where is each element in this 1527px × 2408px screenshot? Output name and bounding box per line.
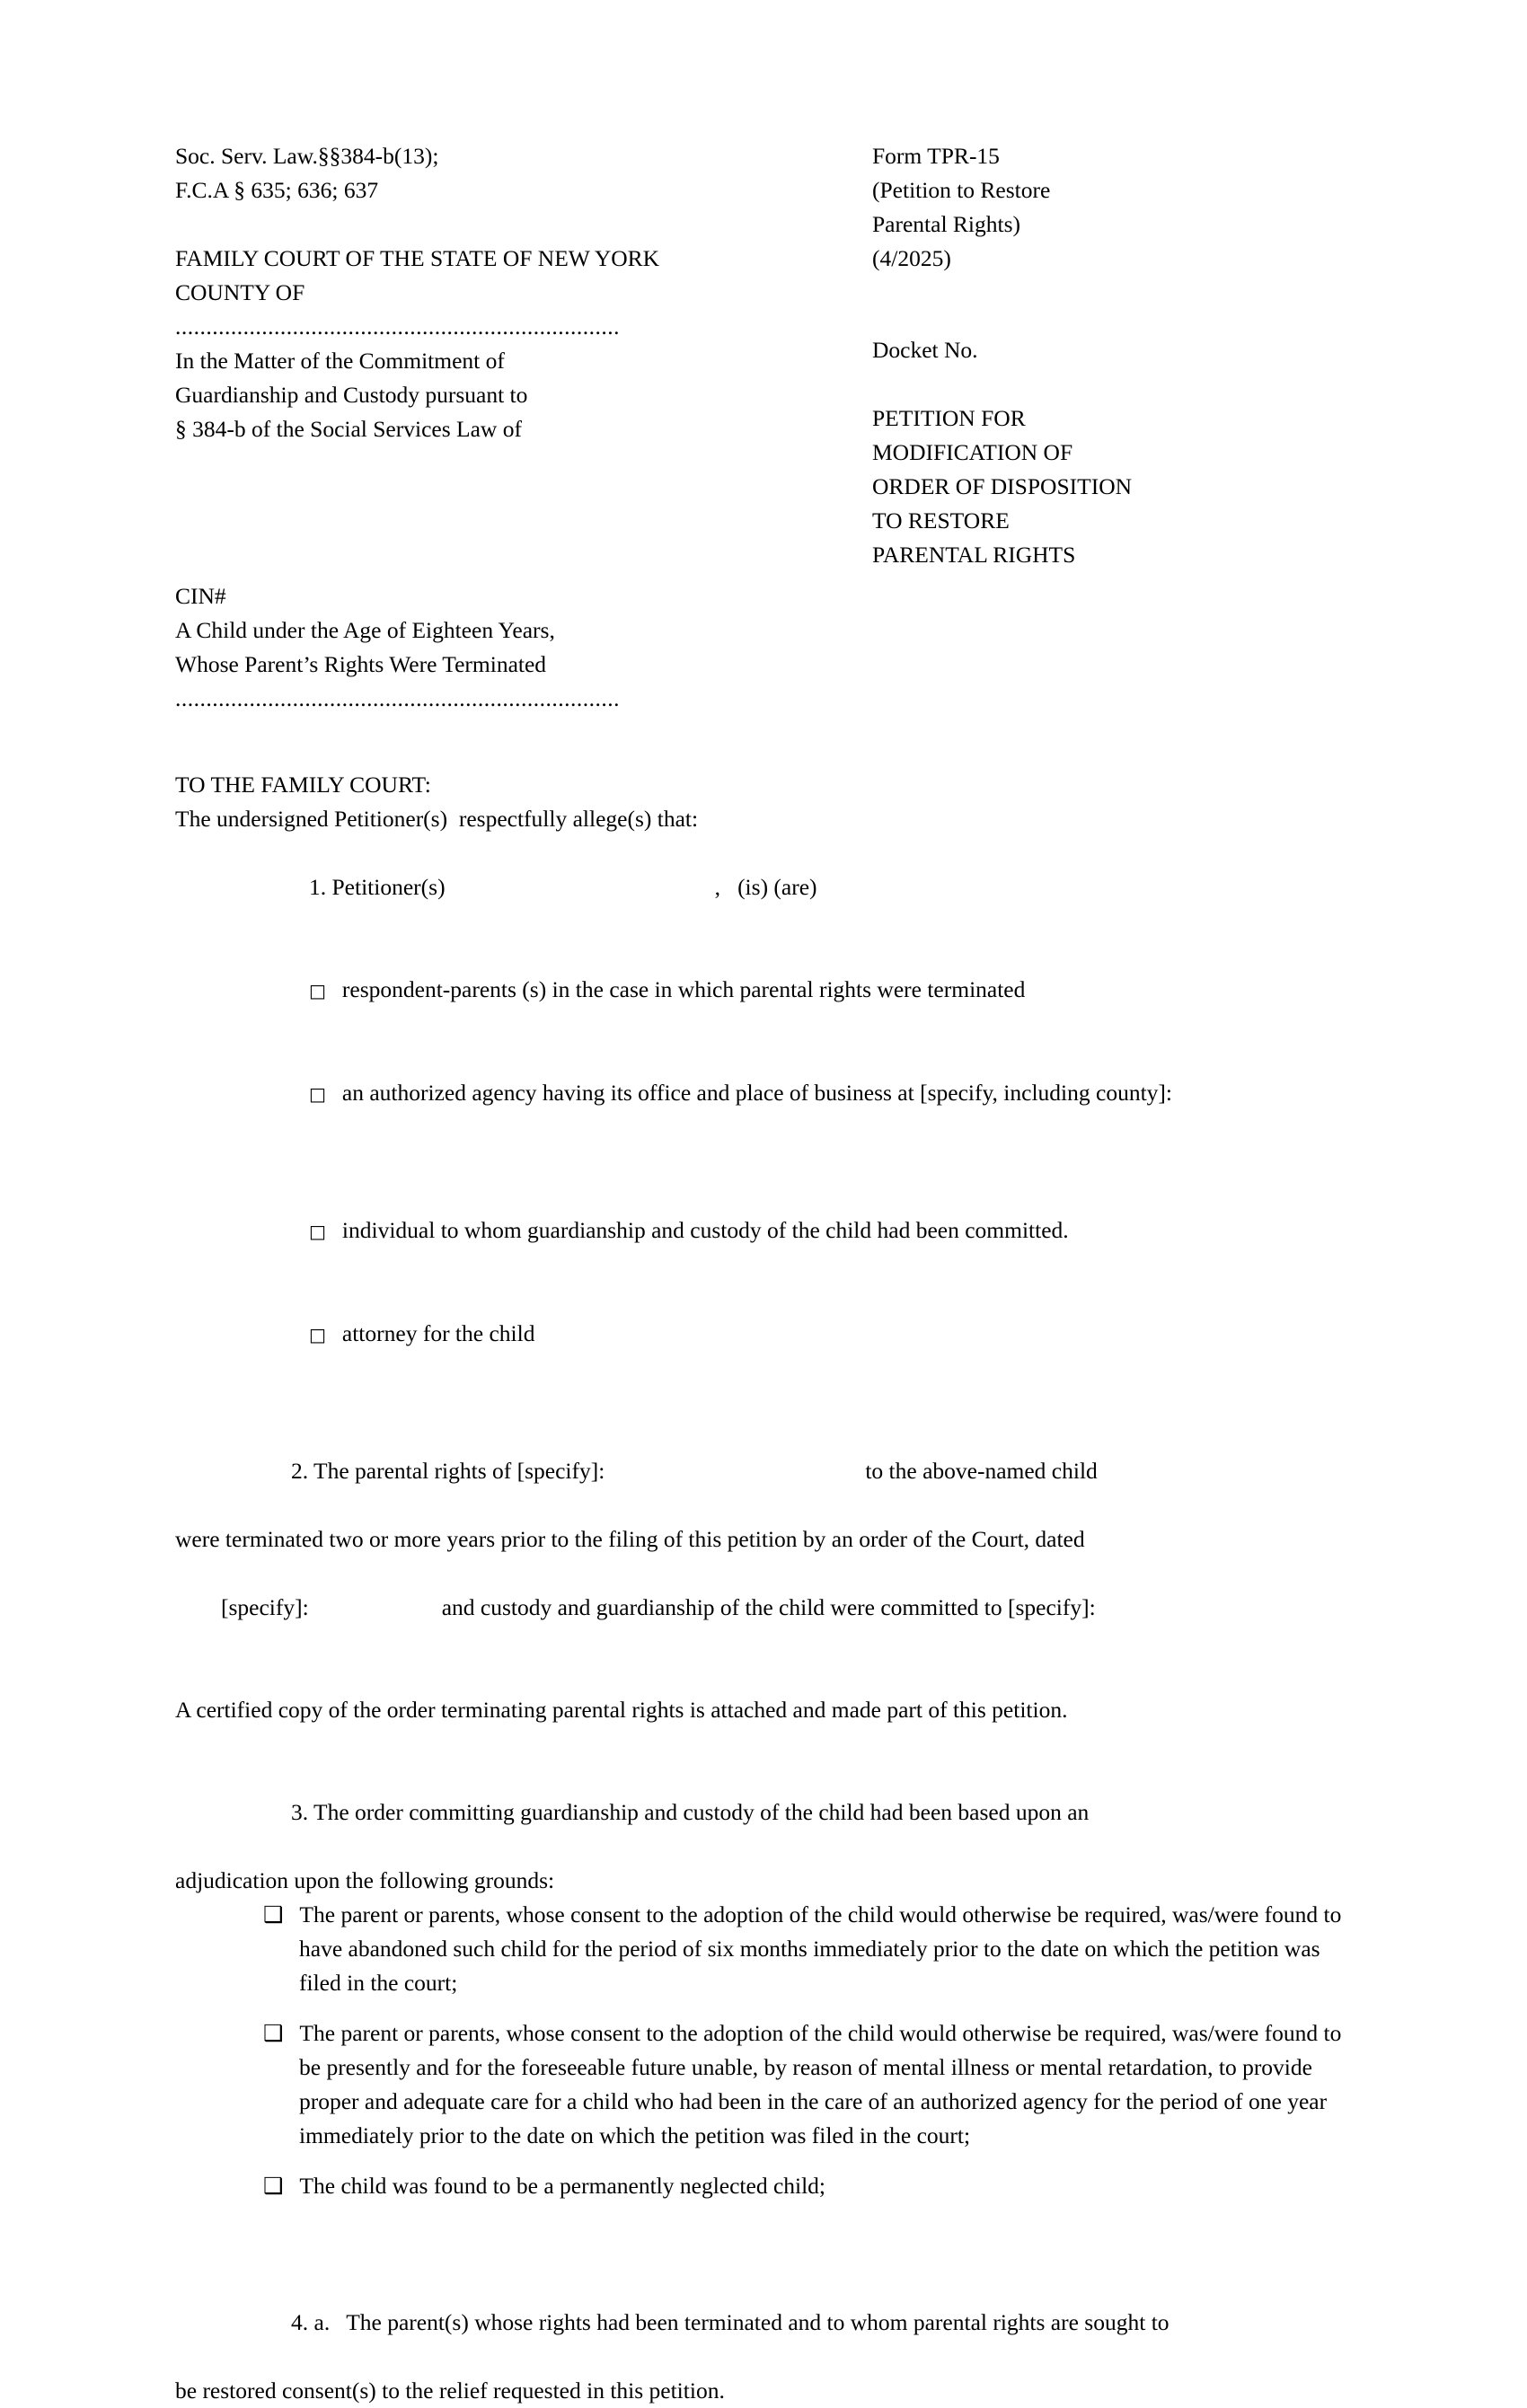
- checkbox-icon[interactable]: □: [309, 980, 326, 1001]
- ground-3-label: The child was found to be a permanently neglected child;: [299, 2173, 826, 2199]
- item-1-checkbox-2[interactable]: [175, 1042, 1356, 1145]
- child-line-1: A Child under the Age of Eighteen Years,: [175, 617, 555, 643]
- item-4-line-1: [175, 2271, 1356, 2374]
- docket-number-label: Docket No.: [872, 337, 978, 363]
- form-subtitle-2: Parental Rights): [872, 211, 1021, 237]
- ground-2-label: The parent or parents, whose consent to the adoption of the child would otherwise be required, was/were found to be presently and for the foreseeable future unable, by reason of mental illness or mental retardation, to provide proper and adequate care for a child who had been in the care of an authorized agency for the period of one year immediately prior to the date on which the petition was filed in the court;: [299, 2020, 1342, 2148]
- statute-line-2: F.C.A § 635; 636; 637: [175, 177, 379, 203]
- item-2-line-2: were terminated two or more years prior to the filing of this petition by an order of the Court, dated: [175, 1526, 1085, 1552]
- petition-title-line-1: PETITION FOR: [872, 405, 1026, 431]
- ground-checkbox-2[interactable]: [175, 2016, 1356, 2153]
- item-4-line-2: be restored consent(s) to the relief requested in this petition.: [175, 2377, 725, 2404]
- header-right-column: [804, 139, 1356, 572]
- item-3-line-2: adjudication upon the following grounds:: [175, 1867, 555, 1893]
- item-2-line-3: [175, 1557, 1356, 1659]
- petition-body: [175, 716, 1356, 2408]
- item-1-line: [175, 836, 1356, 939]
- header-left-column: [175, 139, 804, 716]
- form-number: Form TPR-15: [872, 143, 1000, 169]
- petition-title-line-3: ORDER OF DISPOSITION: [872, 473, 1133, 499]
- item-2-line-3-tail: and custody and guardianship of the child were committed to [specify]:: [441, 1594, 1096, 1620]
- item-2-specify-label: [specify]:: [221, 1594, 309, 1620]
- form-revision-date: (4/2025): [872, 245, 951, 271]
- spacer: [175, 1386, 1356, 1420]
- caption-top-rule: ........................................................................: [175, 313, 620, 340]
- checkbox-icon[interactable]: ❑: [263, 2020, 284, 2046]
- spacer: [175, 2000, 1356, 2016]
- item-3-text: 3. The order committing guardianship and custody of the child had been based upon an: [291, 1799, 1090, 1825]
- checkbox-icon[interactable]: ❑: [263, 1901, 284, 1927]
- item-1-checkbox-4[interactable]: [175, 1283, 1356, 1386]
- court-name: FAMILY COURT OF THE STATE OF NEW YORK: [175, 245, 660, 271]
- petition-title-line-4: TO RESTORE: [872, 507, 1010, 534]
- undersigned-statement: The undersigned Petitioner(s) respectfully allege(s) that:: [175, 806, 699, 832]
- checkbox-icon[interactable]: □: [309, 1083, 326, 1105]
- item-3-line-1: [175, 1761, 1356, 1864]
- spacer: [872, 276, 1356, 310]
- spacer: [175, 446, 804, 536]
- petition-title-line-2: MODIFICATION OF: [872, 439, 1073, 465]
- item-1-checkbox-2-label: an authorized agency having its office and place of business at [specify, including county]:: [341, 1080, 1172, 1106]
- ground-checkbox-3[interactable]: [175, 2169, 1356, 2203]
- spacer: [175, 1145, 1356, 1179]
- child-line-2: Whose Parent’s Rights Were Terminated: [175, 651, 547, 677]
- spacer: [872, 367, 1356, 401]
- item-4-text: The parent(s) whose rights had been terminated and to whom parental rights are sought to: [346, 2309, 1170, 2335]
- county-label: COUNTY OF: [175, 279, 305, 305]
- checkbox-icon[interactable]: ❑: [263, 2173, 284, 2199]
- item-1-checkbox-3[interactable]: [175, 1179, 1356, 1283]
- item-1-label: 1. Petitioner(s): [309, 874, 446, 900]
- spacer: [872, 310, 1356, 333]
- certified-copy-statement: A certified copy of the order terminating parental rights is attached and made part of this petition.: [175, 1697, 1068, 1723]
- caption-line-3: § 384-b of the Social Services Law of: [175, 416, 522, 442]
- header-region: [175, 139, 1356, 716]
- ground-checkbox-1[interactable]: [175, 1898, 1356, 2000]
- caption-line-1: In the Matter of the Commitment of: [175, 348, 505, 374]
- spacer: [175, 207, 804, 242]
- item-2-line-1: [175, 1420, 1356, 1522]
- spacer: [175, 2153, 1356, 2169]
- item-2-tail: to the above-named child: [865, 1458, 1098, 1484]
- item-2-lead: 2. The parental rights of [specify]:: [291, 1458, 605, 1484]
- caption-bottom-rule: ........................................................................: [175, 685, 620, 711]
- spacer: [175, 2203, 1356, 2271]
- checkbox-icon[interactable]: □: [309, 1324, 326, 1345]
- spacer: [175, 536, 804, 579]
- petition-title-line-5: PARENTAL RIGHTS: [872, 542, 1076, 568]
- item-1-checkbox-1-label: respondent-parents (s) in the case in which parental rights were terminated: [341, 976, 1026, 1002]
- item-1-checkbox-3-label: individual to whom guardianship and custody of the child had been committed.: [341, 1217, 1069, 1243]
- spacer: [175, 1659, 1356, 1693]
- to-family-court-heading: TO THE FAMILY COURT:: [175, 772, 431, 798]
- spacer: [175, 716, 1356, 768]
- caption-line-2: Guardianship and Custody pursuant to: [175, 382, 528, 408]
- statute-line-1: Soc. Serv. Law.§§384-b(13);: [175, 143, 439, 169]
- ground-1-label: The parent or parents, whose consent to the adoption of the child would otherwise be required, was/were found to have abandoned such child for the period of six months immediately prior to the date on which the petition was filed in the court;: [299, 1901, 1342, 1996]
- form-subtitle-1: (Petition to Restore: [872, 177, 1051, 203]
- item-4-label: 4. a.: [291, 2309, 331, 2335]
- spacer: [175, 1727, 1356, 1761]
- document-body: [175, 139, 1356, 2408]
- cin-label: CIN#: [175, 583, 226, 609]
- item-1-checkbox-4-label: attorney for the child: [341, 1320, 535, 1346]
- checkbox-icon[interactable]: □: [309, 1221, 326, 1242]
- item-1-checkbox-1[interactable]: [175, 939, 1356, 1042]
- item-1-is-are: , (is) (are): [714, 874, 817, 900]
